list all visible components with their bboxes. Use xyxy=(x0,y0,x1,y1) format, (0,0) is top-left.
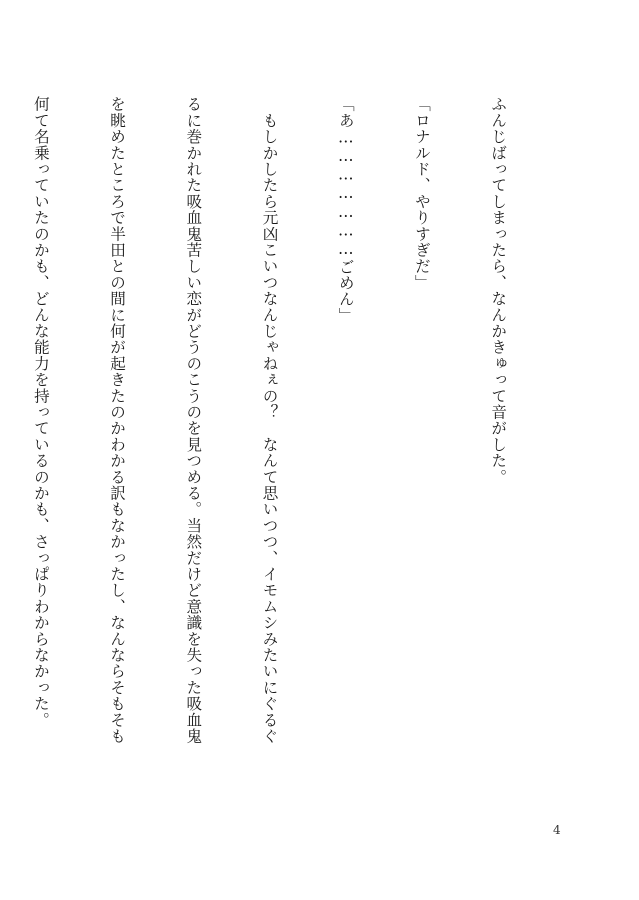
text-line: 何て名乗っていたのかも、どんな能力を持っているのかも、さっぱりわからなかった。 xyxy=(31,96,50,728)
text-line: を眺めたところで半田との間に何が起きたのかわかる訳もなかったし、なんならそもそも xyxy=(108,96,127,744)
text-line: 「ロナルド、やりすぎだ」 xyxy=(412,96,431,291)
page-number: 4 xyxy=(553,823,561,837)
text-line: るに巻かれた吸血鬼苦しい恋がどうのこうのを見つめる。当然だけど意識を失った吸血鬼 xyxy=(184,96,203,744)
text-line: 「あ…………………ごめん」 xyxy=(336,96,355,324)
vertical-text-body xyxy=(0,96,561,786)
text-line: もしかしたら元凶こいつなんじゃねぇの？ なんて思いつつ、イモムシみたいにぐるぐ xyxy=(260,96,279,744)
text-line: ふんじばってしまったら、なんかきゅって音がした。 xyxy=(489,96,508,485)
